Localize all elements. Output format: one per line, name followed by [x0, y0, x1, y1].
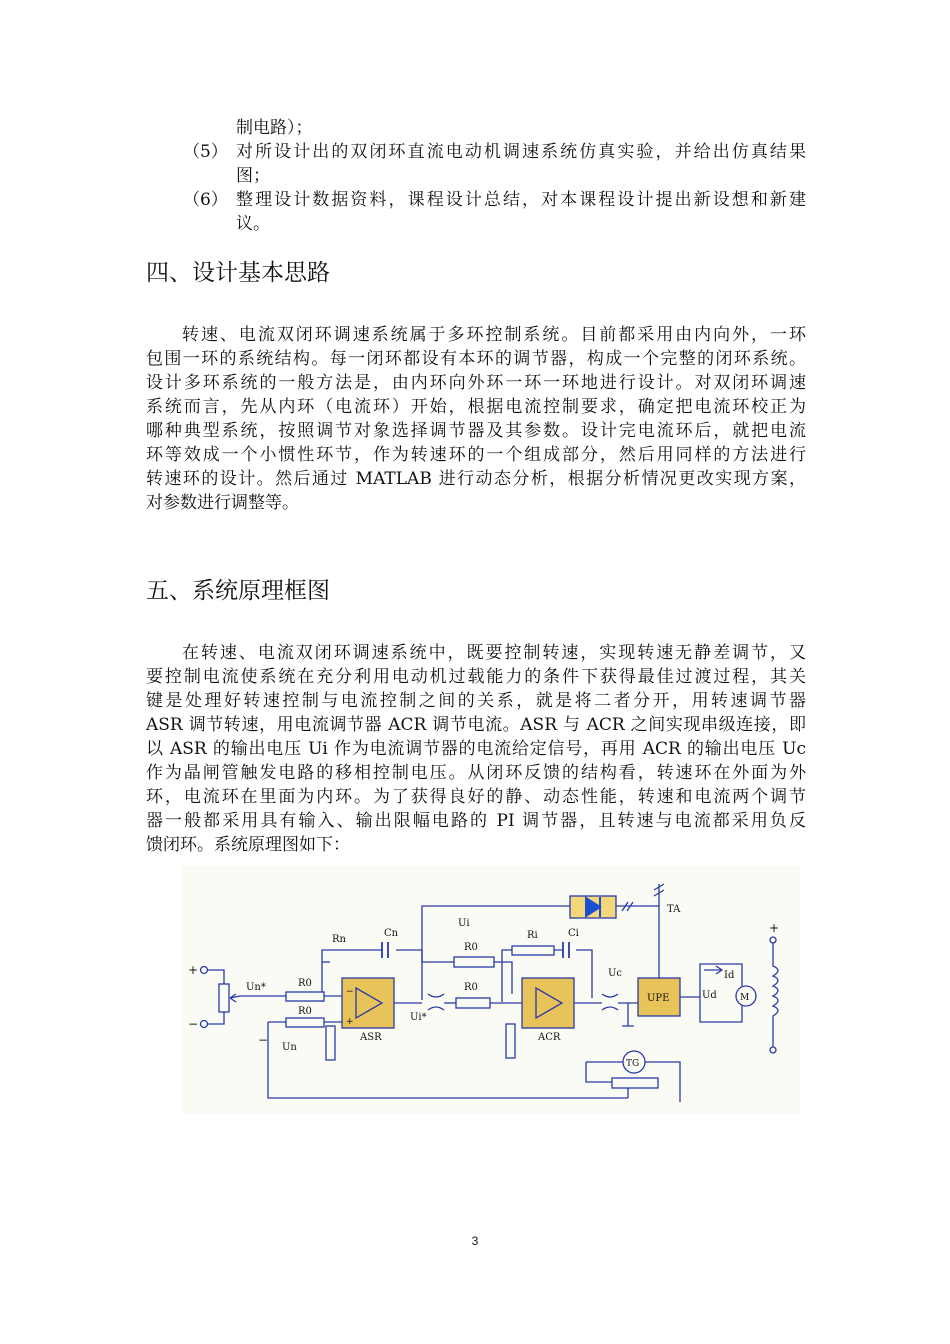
paragraph-line: 以 ASR 的输出电压 Ui 作为电流调节器的电流给定信号，再用 ACR 的输出电压 Uc [146, 739, 806, 759]
paragraph-line: 馈闭环。系统原理图如下： [146, 835, 350, 855]
label-tg: TG [626, 1059, 640, 1069]
label-r0-in1: R0 [298, 978, 312, 989]
wire [268, 1022, 628, 1098]
terminal-field-top [770, 937, 776, 943]
terminal-minus [201, 1021, 208, 1028]
resistor-r0-feedback [454, 957, 494, 967]
label-minus-in: − [188, 1017, 199, 1031]
label-m: M [740, 993, 750, 1003]
label-un-star: Un* [246, 982, 266, 993]
list-item-text: 整理设计数据资料，课程设计总结，对本课程设计提出新设想和新建 [236, 190, 806, 210]
paragraph-line: 对参数进行调整等。 [146, 493, 299, 513]
label-ui-star: Ui* [410, 1012, 427, 1023]
resistor-asr-ground [326, 1026, 335, 1060]
resistor-acr-ground [506, 1024, 515, 1058]
label-upe: UPE [647, 993, 670, 1004]
section-heading: 四、设计基本思路 [146, 260, 330, 286]
resistor-r0-in2 [286, 1018, 324, 1027]
label-r0-in2: R0 [298, 1006, 312, 1017]
limiter-symbol [428, 994, 444, 1010]
wire [422, 906, 572, 916]
label-id: Id [724, 970, 735, 981]
acr-box [522, 978, 574, 1028]
paragraph-line: 环等效成一个小惯性环节，作为转速环的一个组成部分，然后用同样的方法进行 [146, 445, 806, 465]
wire [622, 1003, 634, 1026]
capacitor-cn [382, 942, 388, 958]
paragraph-line: 哪种典型系统，按照调节对象选择调节器及其参数。设计完电流环后，就把电流 [146, 421, 806, 441]
label-amp-minus: − [346, 987, 354, 997]
wire [396, 950, 422, 1000]
paragraph-line: 环，电流环在里面为内环。为了获得良好的静、动态性能，转速和电流两个调节 [146, 787, 806, 807]
resistor-tg [612, 1078, 658, 1088]
label-amp-plus: + [346, 1017, 354, 1027]
list-tail-line: 制电路）； [236, 118, 313, 138]
label-un: Un [282, 1042, 297, 1053]
label-plus-field: + [769, 921, 780, 935]
label-asr: ASR [360, 1032, 382, 1043]
label-uc: Uc [608, 968, 623, 979]
label-ui-top: Ui [458, 918, 470, 929]
paragraph-line: 设计多环系统的一般方法是，由内环向外环一环一环地进行设计。对双闭环调速 [146, 373, 806, 393]
id-arrow [704, 966, 722, 974]
paragraph-line: 系统而言，先从内环（电流环）开始，根据电流控制要求，确定把电流环校正为 [146, 397, 806, 417]
paragraph-line: ASR 调节转速，用电流调节器 ACR 调节电流。ASR 与 ACR 之间实现串级连接，即 [146, 715, 806, 735]
paragraph-line: 在转速、电流双闭环调速系统中，既要控制转速，实现转速无静差调节，又 [182, 643, 806, 663]
list-item-text: 图； [236, 166, 270, 186]
wiper-arrow [230, 994, 240, 1002]
list-item-number: （5） [183, 142, 228, 162]
resistor-r0-in1 [286, 992, 324, 1001]
label-ta: TA [667, 904, 681, 915]
paragraph-line: 转速、电流双闭环调速系统属于多环控制系统。目前都采用由内向外，一环 [182, 325, 806, 345]
label-minus-un: − [258, 1033, 269, 1047]
resistor-ri [512, 946, 554, 955]
label-rn: Rn [332, 934, 346, 945]
field-coil [773, 943, 778, 1047]
paragraph-line: 包围一环的系统结构。每一闭环都设有本环的调节器，构成一个完整的闭环系统。 [146, 349, 806, 369]
wire [576, 950, 592, 998]
label-cn: Cn [384, 928, 399, 939]
capacitor-ci [563, 942, 569, 958]
label-plus-in: + [188, 963, 199, 977]
paragraph-line: 作为晶闸管触发电路的移相控制电压。从闭环反馈的结构看，转速环在外面为外 [146, 763, 806, 783]
label-ci: Ci [568, 928, 579, 939]
paragraph-line: 转速环的设计。然后通过 MATLAB 进行动态分析，根据分析情况更改实现方案， [146, 469, 806, 489]
label-r0-feedback: R0 [464, 942, 478, 953]
limiter-symbol [602, 994, 618, 1010]
list-item-text: 议。 [236, 214, 270, 234]
wire [586, 1062, 612, 1082]
list-item-text: 对所设计出的双闭环直流电动机调速系统仿真实验，并给出仿真结果 [236, 142, 806, 162]
wire [494, 962, 512, 994]
list-item-number: （6） [183, 190, 228, 210]
paragraph-line: 器一般都采用具有输入、输出限幅电路的 PI 调节器，且转速与电流都采用负反 [146, 811, 806, 831]
section-heading: 五、系统原理框图 [146, 578, 330, 604]
terminal-plus [201, 967, 208, 974]
label-acr: ACR [538, 1032, 561, 1043]
resistor-r0-mid [456, 998, 490, 1008]
wire [422, 916, 454, 962]
system-schematic-diagram [182, 866, 800, 1114]
label-ri: Ri [527, 930, 538, 941]
page-number: 3 [471, 1234, 479, 1248]
label-ud: Ud [702, 990, 717, 1001]
potentiometer [219, 984, 229, 1012]
paragraph-line: 要控制电流使系统在充分利用电动机过载能力的条件下获得最佳过渡过程，其关 [146, 667, 806, 687]
paragraph-line: 键是处理好转速控制与电流控制之间的关系，就是将二者分开，用转速调节器 [146, 691, 806, 711]
terminal-field-bottom [770, 1047, 776, 1053]
label-r0-mid: R0 [464, 982, 478, 993]
